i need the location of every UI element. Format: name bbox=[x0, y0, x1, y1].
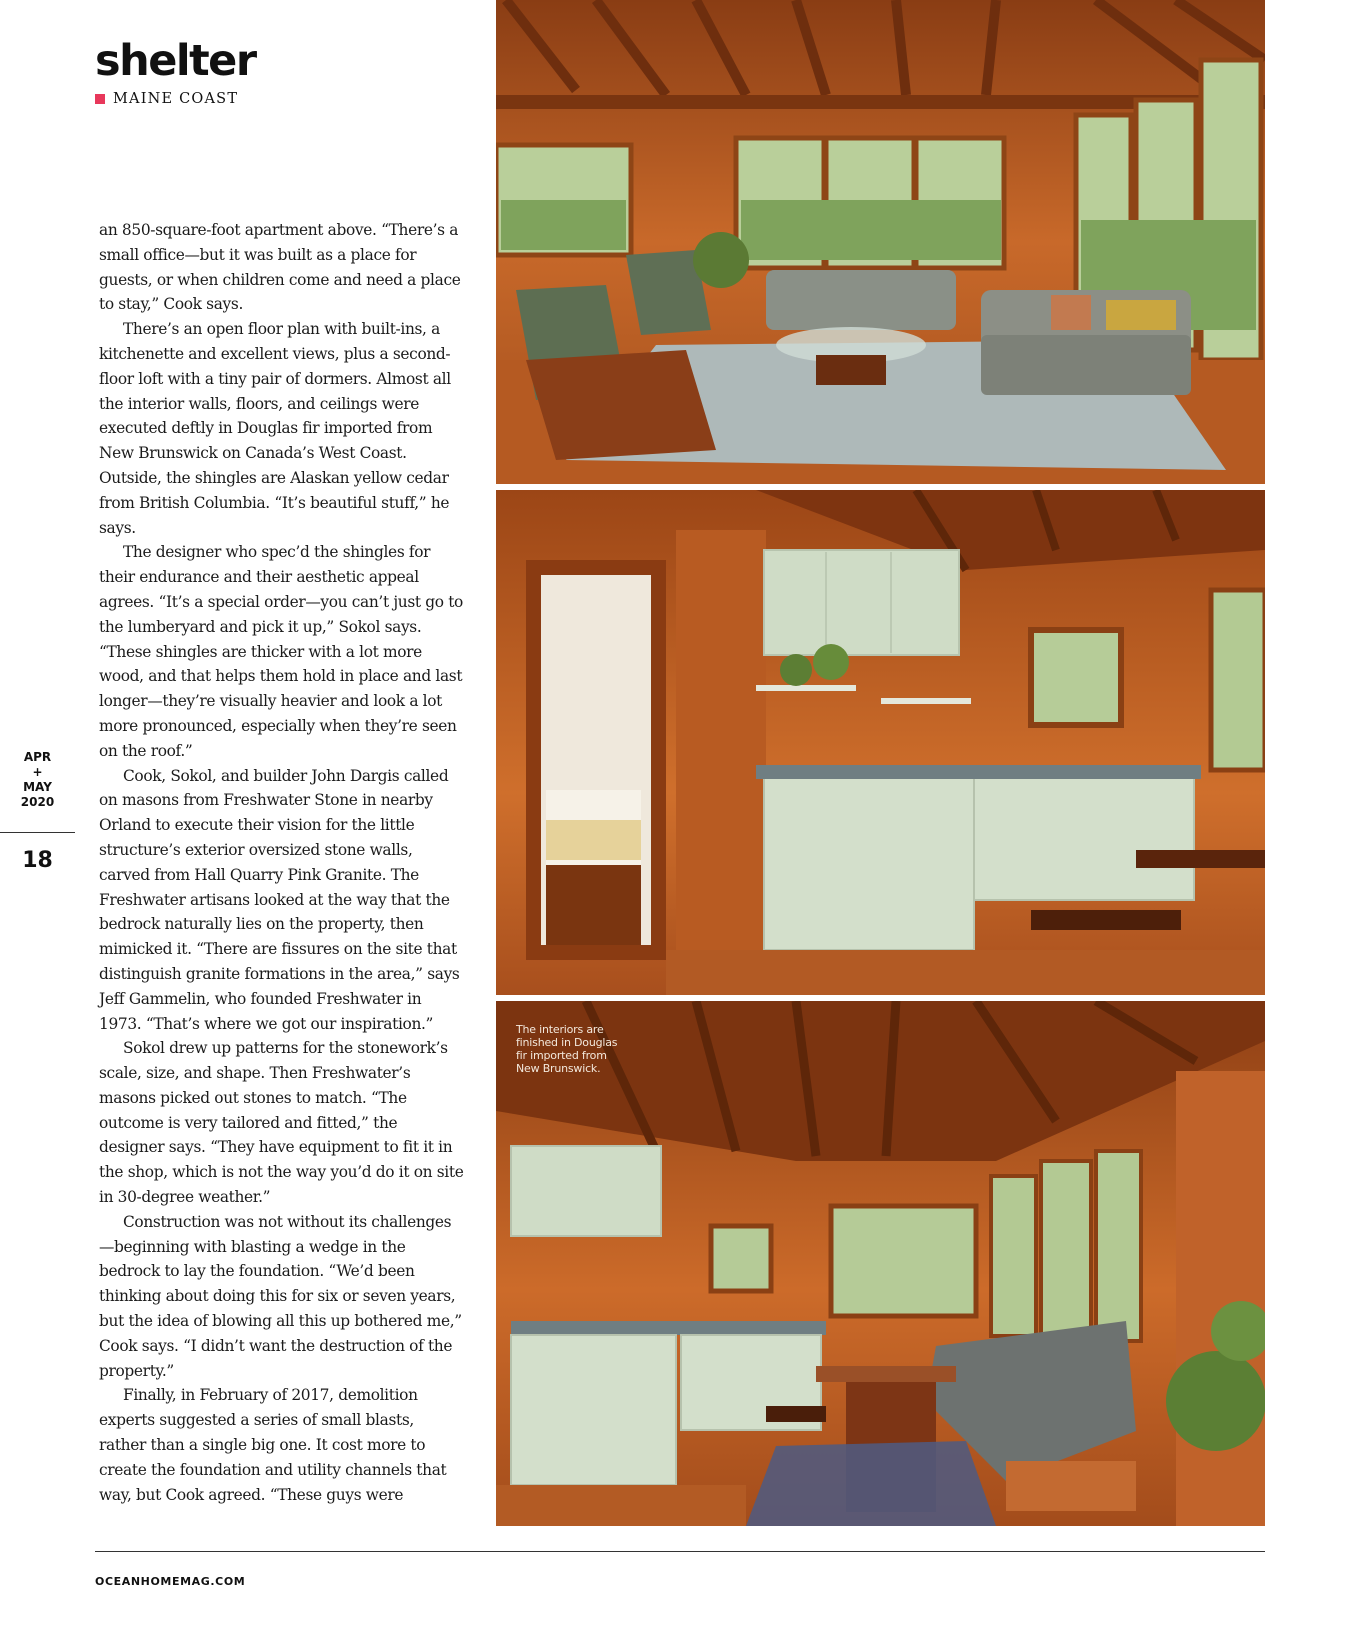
paragraph: There’s an open floor plan with built-ins, a kitchenette and excellent views, plus a second-floor loft with a tiny pair of dormers. Almost all the interior walls, floors, and ceilings were executed deftly in Douglas fir imported from New Brunswick on Canada’s West Coast. Outside, the shingles are Alaskan yellow cedar from British Columbia. “It’s beautiful stuff,” he says. bbox=[99, 320, 451, 537]
dining-nook-photo bbox=[496, 1001, 1265, 1526]
footer-website: OCEANHOMEMAG.COM bbox=[95, 1575, 246, 1588]
article-body bbox=[99, 218, 465, 1507]
issue-month-end: MAY bbox=[23, 780, 52, 794]
issue-date bbox=[0, 750, 75, 810]
living-room-photo bbox=[496, 0, 1265, 484]
paragraph: Cook, Sokol, and builder John Dargis called on masons from Freshwater Stone in nearby Orland to execute their vision for the little structure’s exterior oversized stone walls, carved from Hall Quarry Pink Granite. The Freshwater artisans looked at the way that the bedrock naturally lies on the property, then mimicked it. “There are fissures on the site that distinguish granite formations in the area,” says Jeff Gammelin, who founded Freshwater in 1973. “That’s where we got our inspiration.” bbox=[99, 766, 460, 1033]
paragraph: The designer who spec’d the shingles for their endurance and their aesthetic appeal agrees. “It’s a special order—you can’t just go to the lumberyard and pick it up,” Sokol says. “These shingles are thicker with a lot more wood, and that helps them hold in place and last longer—they’re visually heavier and look a lot more pronounced, especially when they’re seen on the roof.” bbox=[99, 543, 463, 760]
brand-logo: shelter bbox=[95, 36, 256, 86]
issue-divider bbox=[0, 832, 75, 833]
section-label bbox=[95, 91, 256, 107]
masthead bbox=[95, 36, 256, 107]
paragraph: Finally, in February of 2017, demolition experts suggested a series of small blasts, rather than a single big one. It cost more to create the foundation and utility channels that way, but Cook agreed. “These guys were bbox=[99, 1386, 447, 1504]
issue-year: 2020 bbox=[20, 795, 55, 809]
photo-caption: The interiors are finished in Douglas fir imported from New Brunswick. bbox=[516, 1023, 618, 1075]
section-name: MAINE COAST bbox=[113, 91, 239, 107]
issue-month-start: APR bbox=[23, 750, 52, 764]
kitchen-photo bbox=[496, 490, 1265, 995]
page-number: 18 bbox=[22, 848, 53, 873]
section-square-icon bbox=[95, 94, 105, 104]
footer-divider bbox=[95, 1551, 1265, 1552]
paragraph: an 850-square-foot apartment above. “There’s a small office—but it was built as a place for guests, or when children come and need a place to stay,” Cook says. bbox=[99, 221, 461, 314]
paragraph: Construction was not without its challenges—beginning with blasting a wedge in the bedrock to lay the foundation. “We’d been thinking about doing this for six or seven years, but the idea of blowing all this up bothered me,” Cook says. “I didn’t want the destruction of the property.” bbox=[99, 1212, 462, 1380]
paragraph: Sokol drew up patterns for the stonework’s scale, size, and shape. Then Freshwater’s masons picked out stones to match. “The outcome is very tailored and fitted,” the designer says. “They have equipment to fit it in the shop, which is not the way you’d do it on site in 30-degree weather.” bbox=[99, 1039, 464, 1207]
issue-plus: + bbox=[32, 765, 43, 779]
